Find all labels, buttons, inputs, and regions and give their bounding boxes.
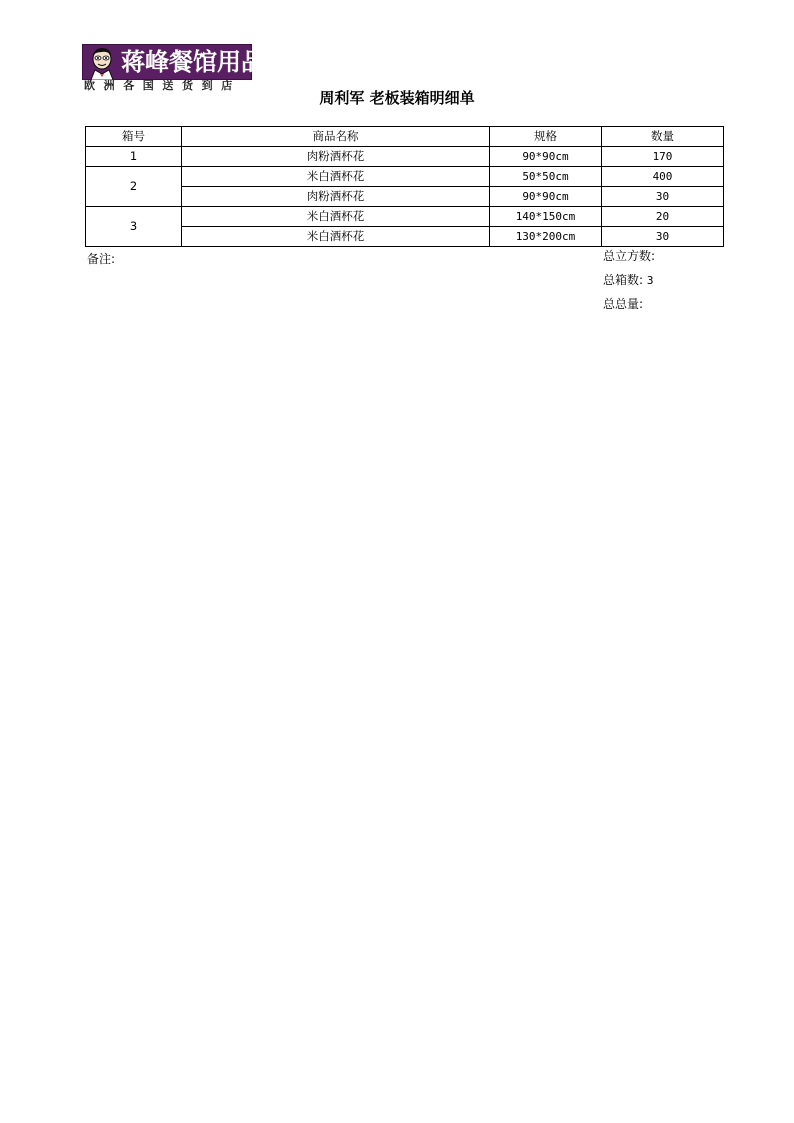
logo-title: 蒋峰餐馆用品 — [121, 48, 265, 76]
total-volume-line — [603, 248, 655, 272]
header-spec: 规格 — [490, 127, 602, 147]
box-number-cell: 1 — [86, 147, 182, 167]
header-product-name: 商品名称 — [182, 127, 490, 147]
total-volume-label: 总立方数: — [603, 249, 656, 263]
product-name-cell: 米白酒杯花 — [182, 227, 490, 247]
table-header-row — [86, 127, 724, 147]
total-weight-label: 总总量: — [603, 297, 644, 311]
quantity-cell: 30 — [602, 187, 724, 207]
product-name-cell: 米白酒杯花 — [182, 167, 490, 187]
header-quantity: 数量 — [602, 127, 724, 147]
quantity-cell: 20 — [602, 207, 724, 227]
quantity-cell: 400 — [602, 167, 724, 187]
product-name-cell: 肉粉酒杯花 — [182, 187, 490, 207]
totals-summary — [603, 248, 655, 320]
spec-cell: 50*50cm — [490, 167, 602, 187]
document-title: 周利军 老板装箱明细单 — [319, 89, 475, 107]
logo-banner — [82, 44, 265, 80]
table-row — [86, 147, 724, 167]
table-row — [86, 207, 724, 227]
total-boxes-label: 总箱数: — [603, 273, 644, 287]
spec-cell: 90*90cm — [490, 147, 602, 167]
table-row — [86, 167, 724, 187]
product-name-cell: 肉粉酒杯花 — [182, 147, 490, 167]
spec-cell: 90*90cm — [490, 187, 602, 207]
total-boxes-line — [603, 272, 655, 296]
quantity-cell: 30 — [602, 227, 724, 247]
packing-table — [85, 126, 724, 247]
spec-cell: 130*200cm — [490, 227, 602, 247]
product-name-cell: 米白酒杯花 — [182, 207, 490, 227]
header-box-number: 箱号 — [86, 127, 182, 147]
portrait-icon — [85, 46, 119, 80]
table-row — [86, 187, 724, 207]
total-boxes-value: 3 — [646, 274, 654, 287]
notes-label: 备注: — [87, 252, 116, 266]
table-row — [86, 227, 724, 247]
quantity-cell: 170 — [602, 147, 724, 167]
spec-cell: 140*150cm — [490, 207, 602, 227]
box-number-cell: 2 — [86, 167, 182, 207]
logo-subtitle: 欧洲各国送货到店 — [84, 79, 241, 92]
total-weight-line — [603, 296, 655, 320]
box-number-cell: 3 — [86, 207, 182, 247]
